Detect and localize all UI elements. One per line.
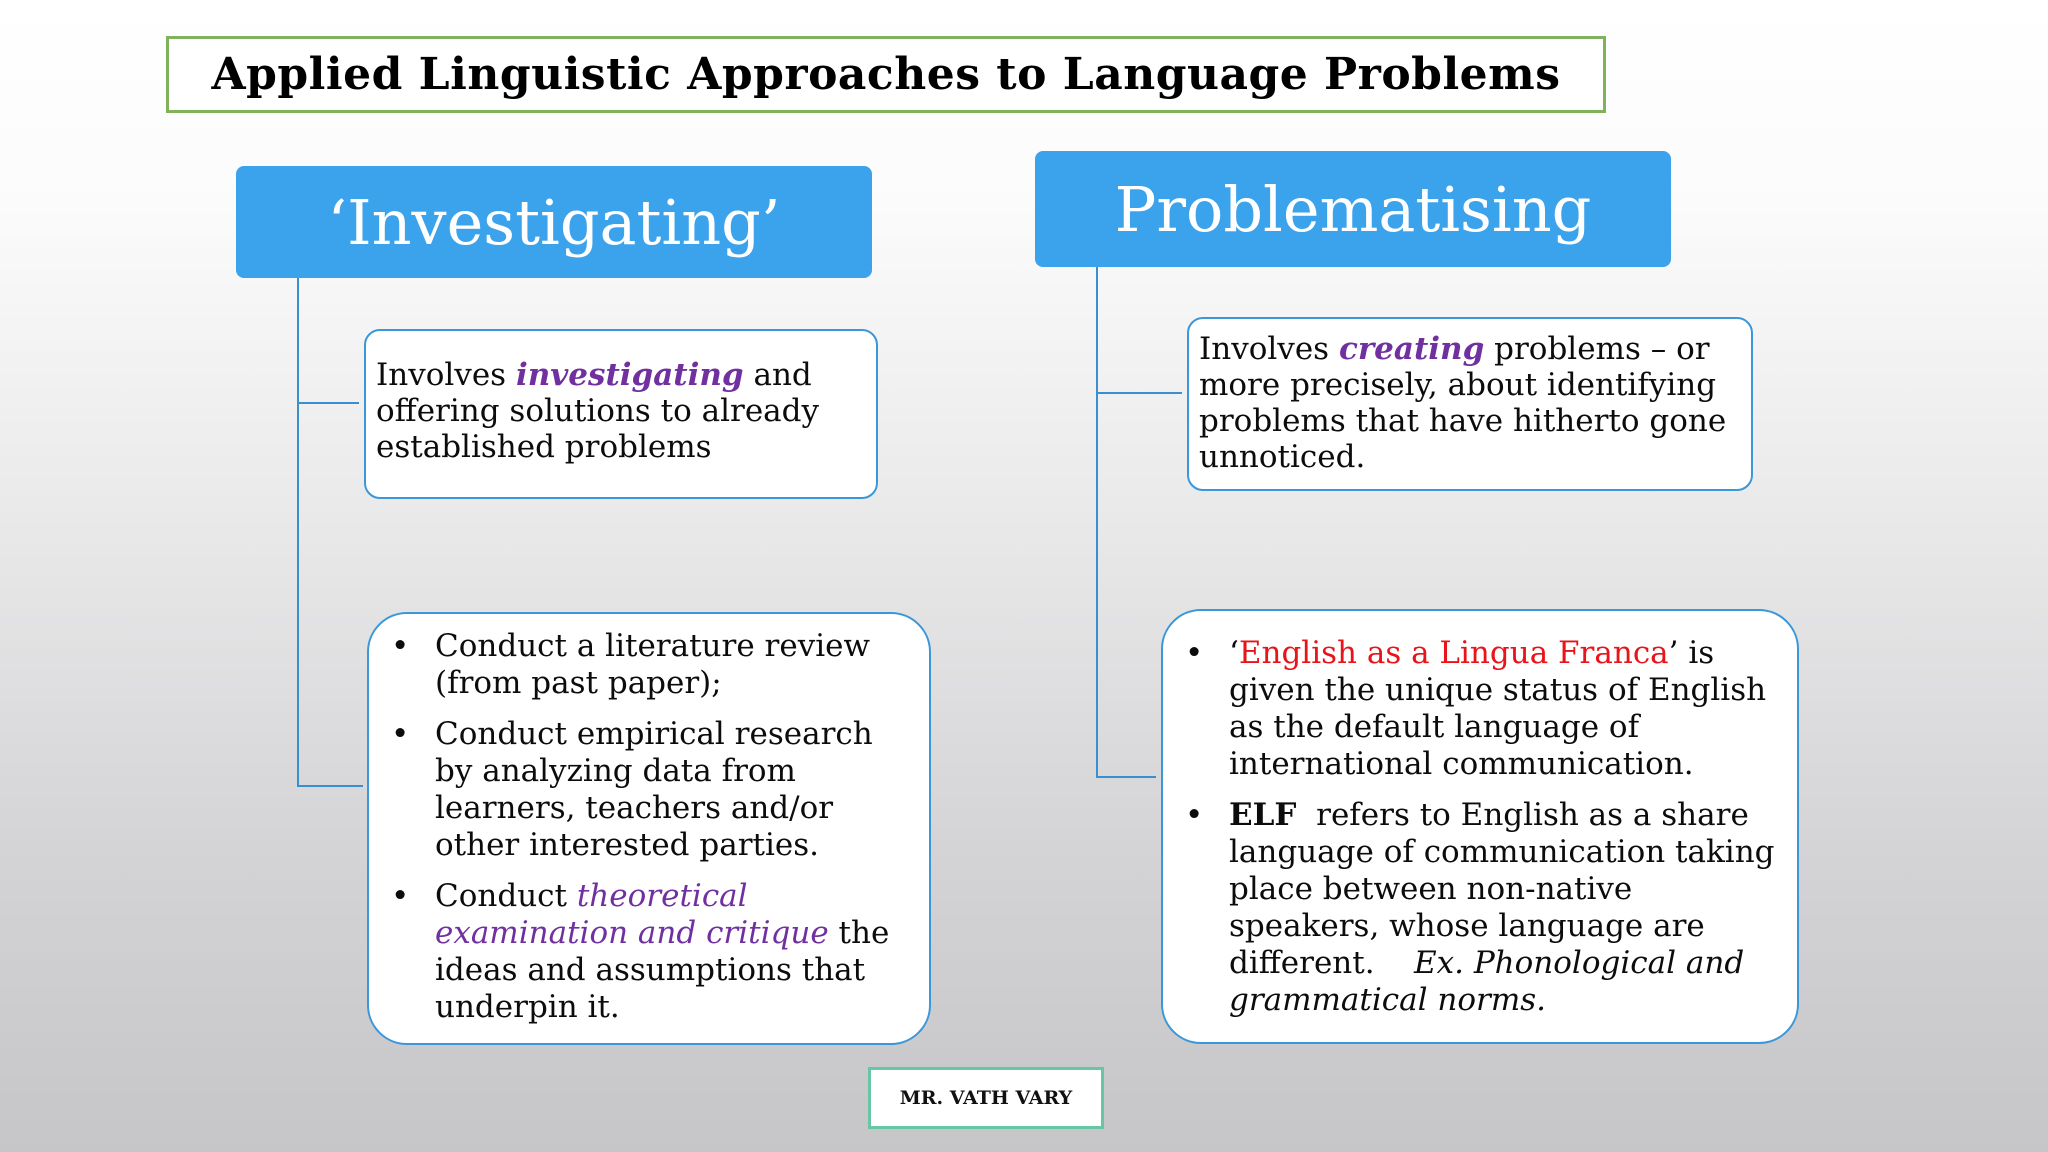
problematising-header	[1035, 151, 1671, 267]
list-item-red-term: English as a Lingua Franca	[1238, 635, 1669, 671]
investigating-desc-pre: Involves	[376, 357, 516, 393]
slide-title: Applied Linguistic Approaches to Language Problems	[211, 49, 1561, 100]
right-connector-to-desc	[1096, 392, 1182, 394]
list-item	[1177, 635, 1775, 783]
problematising-desc-post: problems – or more precisely, about identifying problems that have hitherto gone unnoticed.	[1199, 331, 1727, 475]
investigating-header	[236, 166, 872, 278]
investigating-methods-list	[383, 628, 909, 1026]
investigating-description-box	[364, 329, 878, 499]
list-item	[383, 628, 909, 702]
investigating-header-label: ‘Investigating’	[327, 185, 781, 259]
author-name: MR. VATH VARY	[899, 1087, 1073, 1109]
list-item-bold-term: ELF	[1229, 797, 1297, 833]
problematising-desc-pre: Involves	[1199, 331, 1339, 367]
list-item-text-post: ’ is given the unique status of English as the default language of international communication.	[1229, 635, 1767, 782]
right-connector-vertical	[1096, 267, 1098, 778]
list-item-text: Conduct a literature review (from past paper);	[435, 628, 871, 701]
investigating-desc-emphasis: investigating	[515, 357, 744, 393]
problematising-header-label: Problematising	[1114, 172, 1592, 246]
list-item	[383, 878, 909, 1026]
list-item-text-pre: Conduct	[435, 878, 577, 914]
bullet-icon: •	[391, 878, 410, 914]
right-connector-to-bullets	[1096, 776, 1156, 778]
list-item	[1177, 797, 1785, 1019]
list-item-text-post: the ideas and assumptions that underpin it.	[435, 915, 890, 1025]
bullet-icon: •	[1185, 635, 1204, 671]
list-item-text-post: refers to English as a share language of communication taking place between non-native speakers, whose language are different.	[1229, 797, 1785, 981]
left-connector-to-desc	[297, 402, 359, 404]
bullet-icon: •	[1185, 797, 1204, 833]
list-item-emphasis: theoretical examination and critique	[435, 878, 829, 951]
investigating-methods-box	[367, 612, 931, 1045]
title-box	[166, 36, 1606, 113]
list-item	[383, 716, 909, 864]
investigating-desc-post: and offering solutions to already established problems	[376, 357, 820, 465]
problematising-elf-list	[1177, 635, 1785, 1019]
problematising-description-box	[1187, 317, 1753, 491]
list-item-example: Ex. Phonological and grammatical norms.	[1229, 945, 1745, 1018]
author-footer	[868, 1067, 1104, 1129]
bullet-icon: •	[391, 628, 410, 664]
left-connector-to-bullets	[297, 785, 363, 787]
left-connector-vertical	[297, 278, 299, 787]
bullet-icon: •	[391, 716, 410, 752]
list-item-quote-open: ‘	[1229, 635, 1239, 671]
list-item-text: Conduct empirical research by analyzing data from learners, teachers and/or other interested parties.	[435, 716, 873, 863]
problematising-desc-emphasis: creating	[1338, 331, 1485, 367]
problematising-elf-box	[1161, 609, 1799, 1044]
